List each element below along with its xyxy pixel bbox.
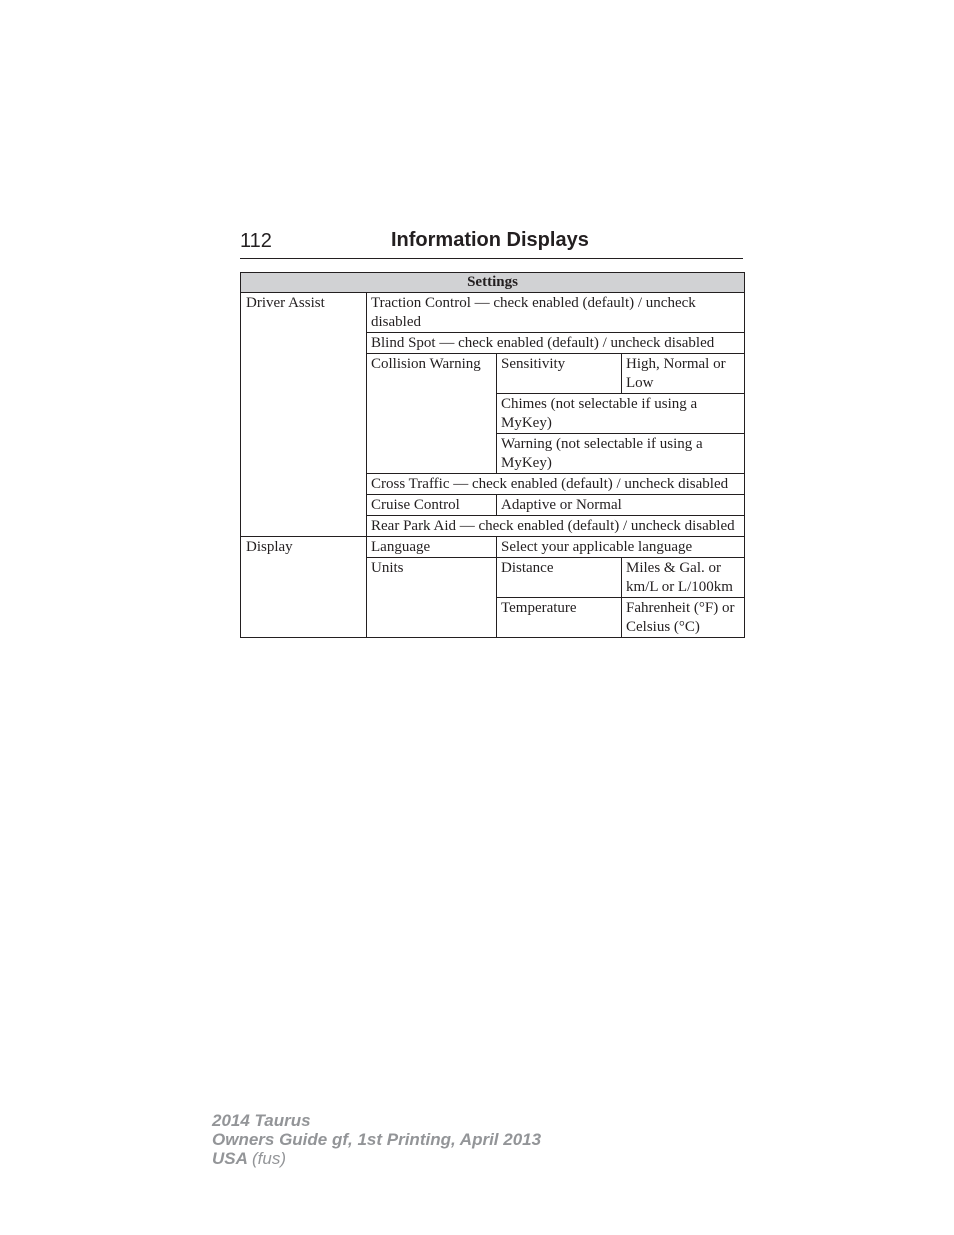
table-header-row [241,273,745,293]
temperature-label: Temperature [497,598,622,638]
language-options: Select your applicable language [497,537,745,558]
table-row [241,537,745,558]
chimes-cell: Chimes (not selectable if using a MyKey) [497,394,745,434]
blind-spot-cell: Blind Spot — check enabled (default) / uncheck disabled [367,333,745,354]
table-row [241,293,745,333]
footer-market [212,1149,541,1168]
page-number: 112 [240,230,272,252]
sensitivity-options: High, Normal or Low [622,354,745,394]
cross-traffic-cell: Cross Traffic — check enabled (default) / uncheck disabled [367,474,745,495]
collision-warning-label: Collision Warning [367,354,497,474]
settings-heading: Settings [241,273,745,293]
cruise-control-options: Adaptive or Normal [497,495,745,516]
language-label: Language [367,537,497,558]
warning-cell: Warning (not selectable if using a MyKey) [497,434,745,474]
page-header [240,228,743,259]
section-title: Information Displays [391,229,589,251]
driver-assist-label: Driver Assist [241,293,367,537]
display-label: Display [241,537,367,638]
footer-model: 2014 Taurus [212,1111,311,1130]
settings-table [240,272,745,638]
footer-market-suffix: (fus) [252,1149,286,1168]
footer-market-code: USA [212,1149,248,1168]
units-label: Units [367,558,497,638]
page-footer [212,1111,541,1168]
cruise-control-label: Cruise Control [367,495,497,516]
footer-edition: Owners Guide gf, 1st Printing, April 2013 [212,1130,542,1149]
sensitivity-label: Sensitivity [497,354,622,394]
rear-park-aid-cell: Rear Park Aid — check enabled (default) / uncheck disabled [367,516,745,537]
distance-label: Distance [497,558,622,598]
distance-options: Miles & Gal. or km/L or L/100km [622,558,745,598]
traction-control-cell: Traction Control — check enabled (default) / uncheck disabled [367,293,745,333]
temperature-options: Fahrenheit (°F) or Celsius (°C) [622,598,745,638]
